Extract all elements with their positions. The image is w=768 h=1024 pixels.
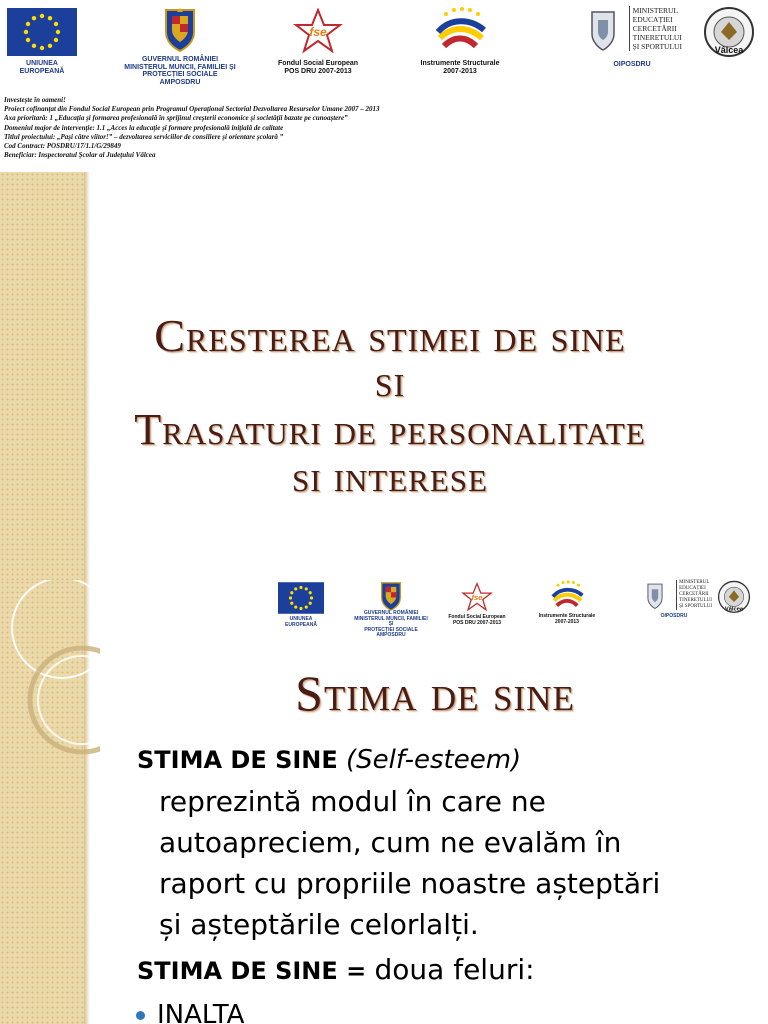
decorative-rings-icon: [0, 580, 100, 770]
partner-logo-strip-small: [270, 580, 768, 642]
eu-caption-small: UNIUNEA EUROPEANĂ: [285, 616, 317, 628]
eu-logo: [4, 8, 80, 75]
definition-line: autoapreciem, cum ne evalăm în: [159, 826, 622, 859]
instrumente-structurale-logo-small: [532, 580, 602, 625]
fine-print-line: Investește în oameni!: [4, 96, 66, 104]
instrumente-structurale-icon: [549, 580, 585, 612]
government-caption-4: AMPOSDRU: [159, 79, 201, 87]
definition-line: și așteptările celorlalți.: [159, 908, 479, 941]
fse-caption-2: POS DRU 2007-2013: [284, 67, 352, 75]
fse-caption-small-1: Fondul Social European: [448, 614, 506, 620]
slide-title: Stima de sine: [295, 665, 575, 721]
types-term: STIMA DE SINE =: [137, 957, 367, 985]
definition-paragraph: [137, 740, 757, 945]
isj-valcea-logo-small: [714, 580, 754, 615]
fse-logo-text-small: fse: [471, 593, 483, 603]
romania-coat-of-arms-icon: [379, 580, 403, 611]
project-fine-print: [4, 96, 474, 160]
isj-valcea-seal-icon: [716, 580, 752, 615]
ministry-line-small-3: CERCETĂRII: [679, 592, 709, 597]
ministry-line-small-5: ȘI SPORTULUI: [679, 604, 712, 609]
ministry-caption: OIPOSDRU: [613, 61, 651, 68]
isj-valcea-seal-icon: [701, 6, 757, 60]
fse-caption-small-2: POS DRU 2007-2013: [452, 619, 502, 626]
eu-flag-icon: [278, 582, 324, 614]
ministry-line-small-1: MINISTERUL: [679, 580, 710, 585]
ministry-line-small-4: TINERETULUI: [679, 598, 712, 603]
fine-print-line: Beneficiar: Inspectoratul Școlar al Județului Vâlcea: [4, 151, 156, 160]
ministry-line-2: EDUCAȚIEI: [632, 15, 673, 24]
eu-flag-icon: [7, 8, 77, 56]
ministry-line-4: TINERETULUI: [632, 33, 682, 42]
term-label: STIMA DE SINE: [137, 746, 338, 774]
government-caption-small-3: PROTECȚIEI SOCIALE: [364, 626, 418, 633]
ministry-crest-icon: [646, 580, 664, 610]
ministry-line-small-2: EDUCAȚIEI: [679, 586, 706, 591]
bullet-icon: [136, 1011, 145, 1020]
ministry-line-3: CERCETĂRII: [632, 24, 677, 33]
isj-logo-text-small: Vâlcea: [724, 606, 744, 613]
government-caption-2: MINISTERUL MUNCII, FAMILIEI ȘI: [124, 63, 236, 71]
types-paragraph: [137, 949, 757, 992]
government-caption-1: GUVERNUL ROMÂNIEI: [141, 56, 219, 63]
partner-logo-strip: [0, 0, 768, 92]
is-caption-small-1: Instrumente Structurale: [538, 613, 596, 619]
government-caption-small-1: GUVERNUL ROMÂNIEI: [363, 610, 419, 616]
title-line-4: si interese: [292, 452, 488, 501]
list-item: [136, 1000, 244, 1024]
title-slide: [0, 172, 768, 580]
fine-print-line: Titlul proiectului: „Pași către viitor!” – dezvoltarea serviciilor de consiliere și orientare școlară ”: [4, 132, 284, 141]
ministry-line-5: ȘI SPORTULUI: [632, 42, 682, 51]
fse-logo-small: [442, 582, 512, 626]
government-caption-small-4: AMPOSDRU: [376, 632, 406, 638]
is-caption-2: 2007-2013: [443, 67, 477, 75]
isj-valcea-logo: [698, 6, 760, 60]
fse-logo: [268, 8, 368, 75]
fine-print-line: Cod Contract: POSDRU/17/1.1/G/29849: [4, 142, 121, 151]
eu-logo-small: [274, 582, 328, 628]
fse-logo-text: fse: [309, 25, 327, 39]
government-caption-3: PROTECȚIEI SOCIALE: [142, 71, 218, 79]
government-logo-small: [352, 580, 430, 639]
is-caption-small-2: 2007-2013: [555, 618, 579, 625]
instrumente-structurale-logo: [410, 6, 510, 75]
fine-print-line: Axa prioritară: 1 „Educația și formarea profesională în sprijinul creșterii economice și societății bazate pe cunoaștere”: [4, 114, 348, 123]
ministry-logo: [582, 6, 682, 69]
ministry-line-1: MINISTERUL: [632, 6, 679, 15]
title-slide-heading: [40, 312, 740, 500]
types-text: doua feluri:: [374, 953, 535, 986]
ministry-crest-icon: [589, 6, 617, 52]
isj-logo-text: Vâlcea: [714, 45, 744, 55]
term-english: (Self-esteem): [346, 745, 522, 775]
title-line-1: Cresterea stimei de sine: [154, 310, 626, 361]
romania-coat-of-arms-icon: [162, 6, 198, 52]
definition-line: raport cu propriile noastre așteptări: [159, 867, 661, 900]
title-line-3: Trasaturi de personalitate: [134, 405, 646, 454]
fse-caption-1: Fondul Social European: [277, 60, 359, 67]
fine-print-line: Domeniul major de intervenție: 1.1 „Acces la educație și formare profesională inițială de calitate: [4, 123, 284, 132]
fine-print-line: Proiect cofinanțat din Fondul Social European prin Programul Operațional Sectorial Dezvoltarea Resurselor Umane 2007 – 2013: [4, 105, 380, 114]
eu-caption: UNIUNEA EUROPEANĂ: [19, 60, 65, 75]
ministry-logo-small: [636, 580, 712, 620]
is-caption-1: Instrumente Structurale: [420, 60, 500, 67]
fse-star-icon: [293, 8, 343, 54]
government-caption-small-2: MINISTERUL MUNCII, FAMILIEI ȘI: [354, 615, 428, 627]
definition-line: reprezintă modul în care ne: [159, 785, 546, 818]
instrumente-structurale-icon: [432, 6, 488, 56]
fse-star-icon: [461, 582, 493, 612]
government-logo: [120, 6, 240, 87]
content-slide: [0, 580, 768, 1024]
ministry-caption-small: OIPOSDRU: [660, 613, 688, 619]
title-line-2: si: [374, 355, 406, 406]
bullet-text: INALTA: [157, 1000, 245, 1024]
slide-body: [137, 740, 757, 992]
